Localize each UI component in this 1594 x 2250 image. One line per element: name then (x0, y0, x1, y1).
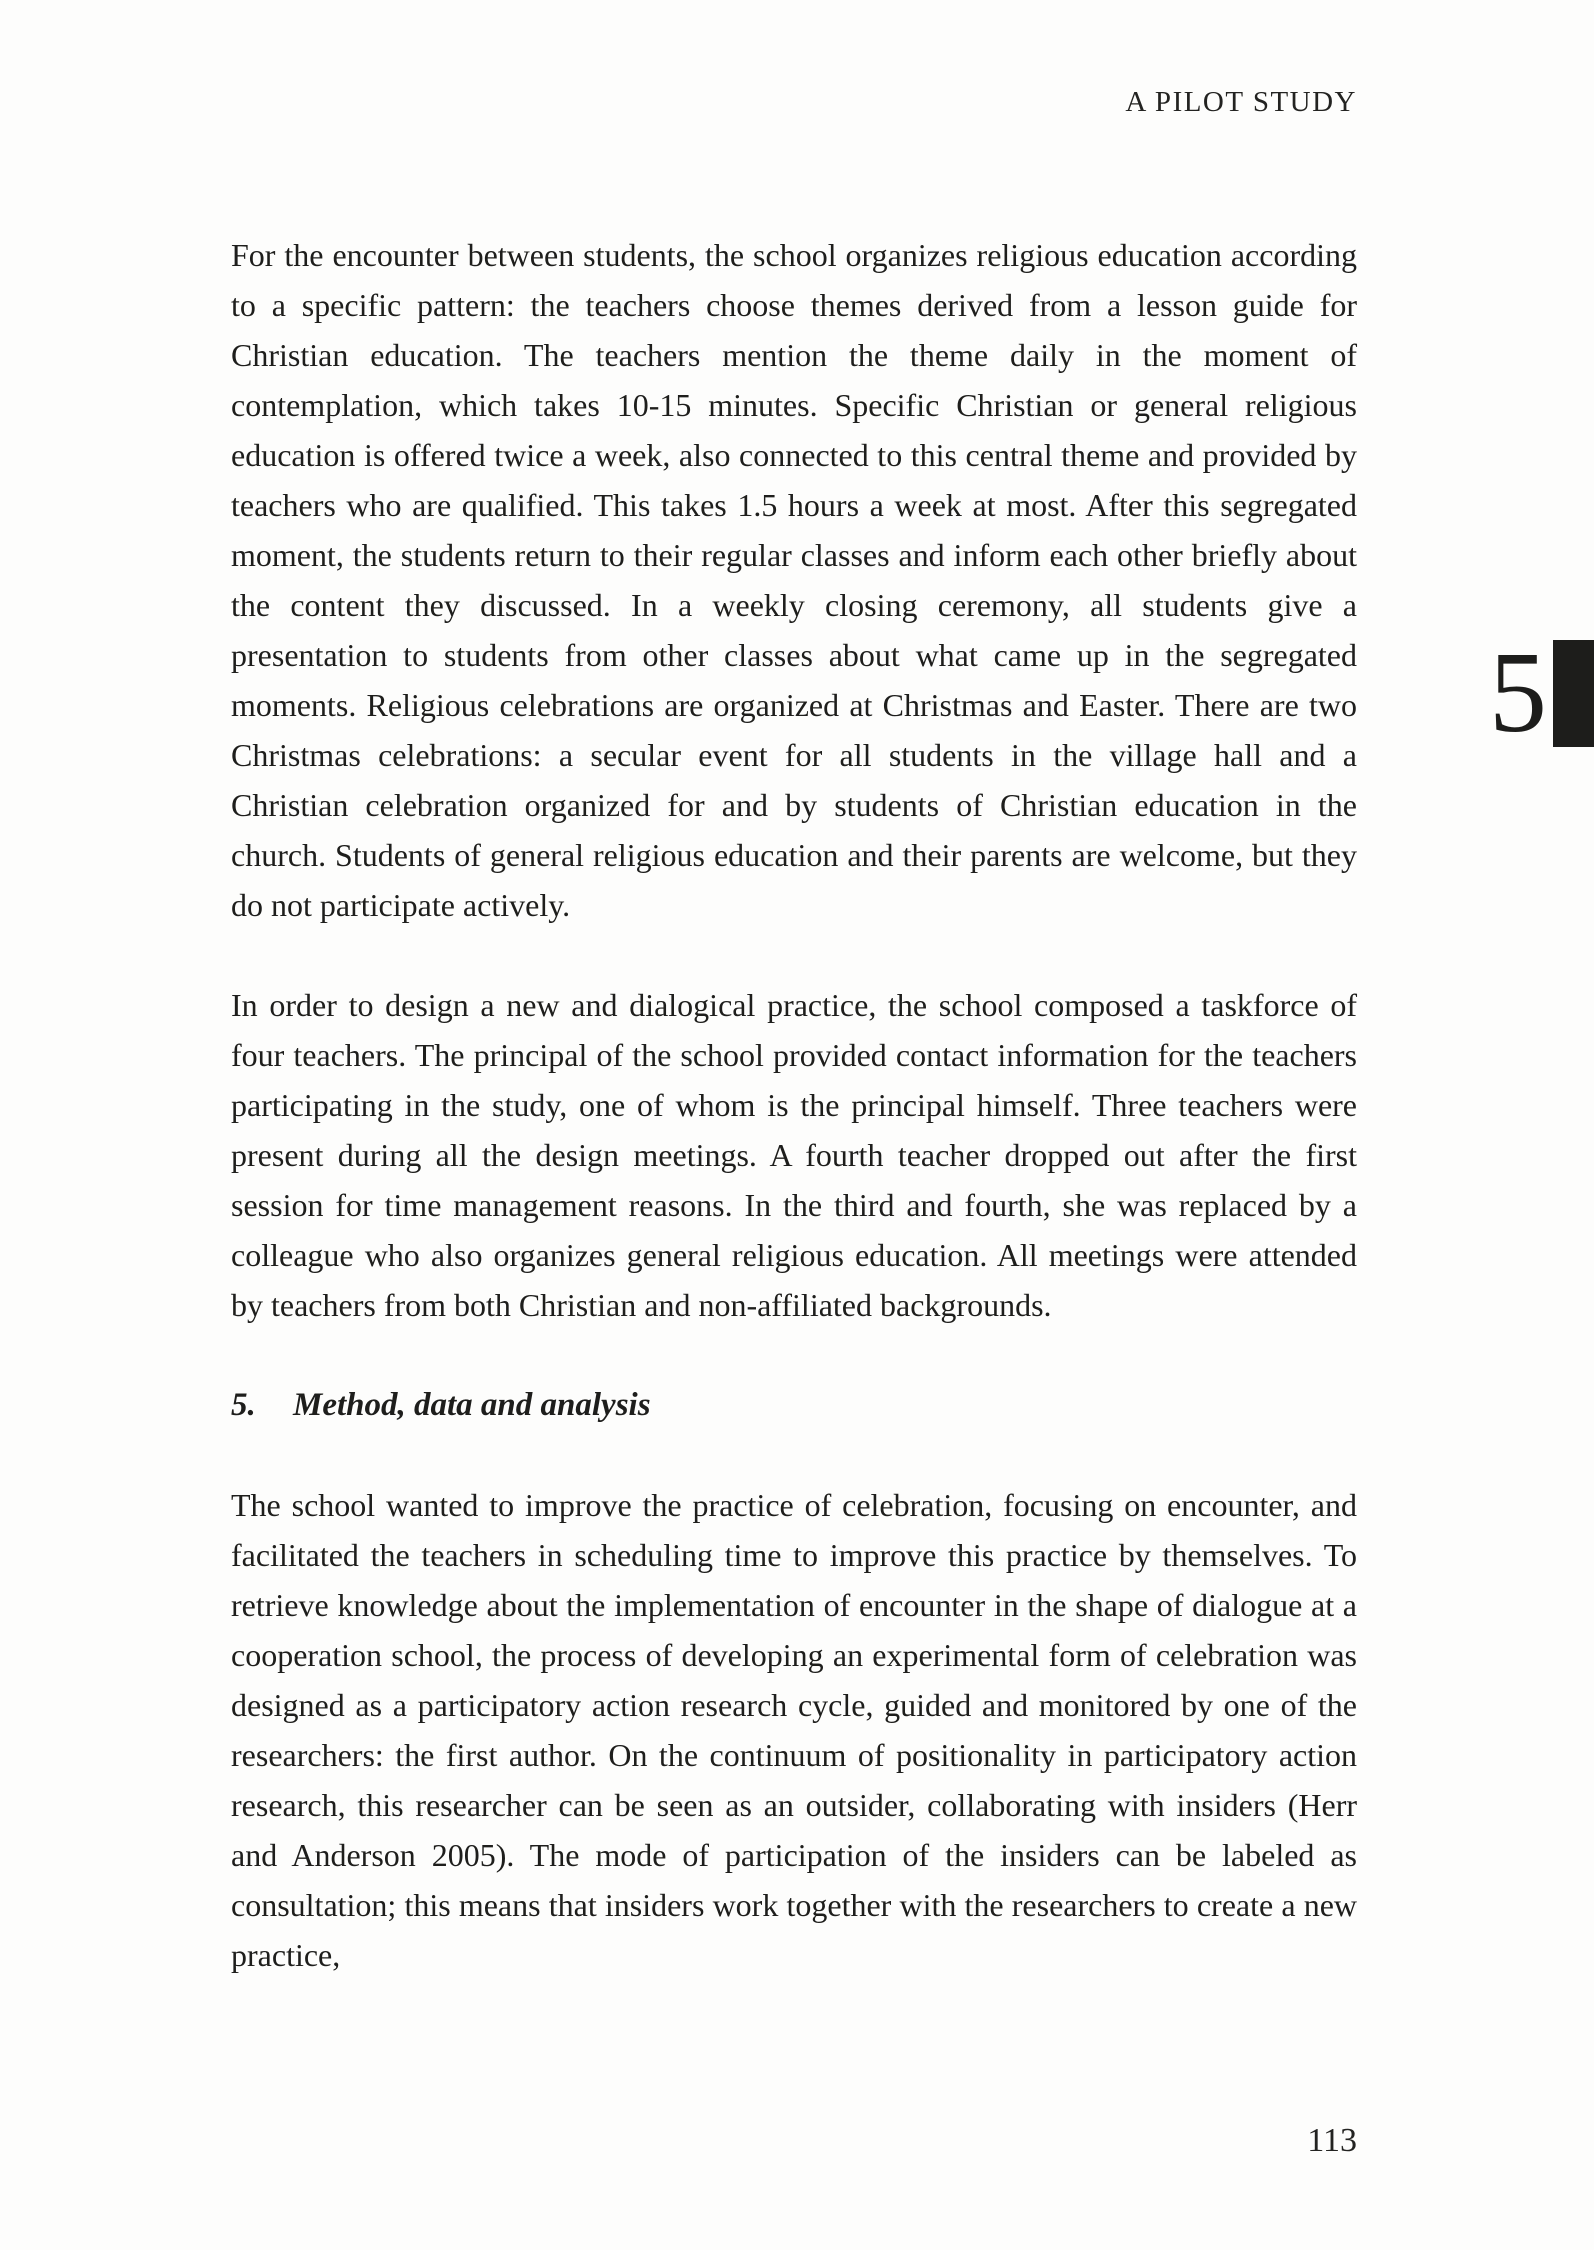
chapter-tab-bar (1553, 640, 1594, 747)
paragraph-2: In order to design a new and dialogical practice, the school composed a taskforce of four teachers. The principal of the school provided contact information for the teachers participating in the study, one of whom is the principal himself. Three teachers were present during all the design meetings. A fourth teacher dropped out after the first session for time management reasons. In the third and fourth, she was replaced by a colleague who also organizes general religious education. All meetings were attended by teachers from both Christian and non-affiliated backgrounds. (231, 987, 1357, 1323)
section-number: 5. (231, 1387, 256, 1423)
paragraph-3: The school wanted to improve the practice of celebration, focusing on encounter, and facilitated the teachers in scheduling time to improve this practice by themselves. To retrieve knowledge about the implementation of encounter in the shape of dialogue at a cooperation school, the process of developing an experimental form of celebration was designed as a participatory action research cycle, guided and monitored by one of the researchers: the first author. On the continuum of positionality in participatory action research, this researcher can be seen as an outsider, collaborating with insiders (Herr and Anderson 2005). The mode of participation of the insiders can be labeled as consultation; this means that insiders work together with the researchers to create a new practice, (231, 1487, 1357, 1973)
page-number: 113 (1307, 2122, 1357, 2159)
chapter-number: 5 (1489, 629, 1547, 757)
section-heading (231, 1380, 1357, 1430)
paragraph-1: For the encounter between students, the school organizes religious education according to a specific pattern: the teachers choose themes derived from a lesson guide for Christian education. The teachers mention the theme daily in the moment of contemplation, which takes 10-15 minutes. Specific Christian or general religious education is offered twice a week, also connected to this central theme and provided by teachers who are qualified. This takes 1.5 hours a week at most. After this segregated moment, the students return to their regular classes and inform each other briefly about the content they discussed. In a weekly closing ceremony, all students give a presentation to students from other classes about what came up in the segregated moments. Religious celebrations are organized at Christmas and Easter. There are two Christmas celebrations: a secular event for all students in the village hall and a Christian celebration organized for and by students of Christian education in the church. Students of general religious education and their parents are welcome, but they do not participate actively. (231, 237, 1357, 923)
section-title: Method, data and analysis (293, 1387, 651, 1423)
running-head: A PILOT STUDY (1125, 86, 1357, 118)
page-body (231, 230, 1357, 2030)
